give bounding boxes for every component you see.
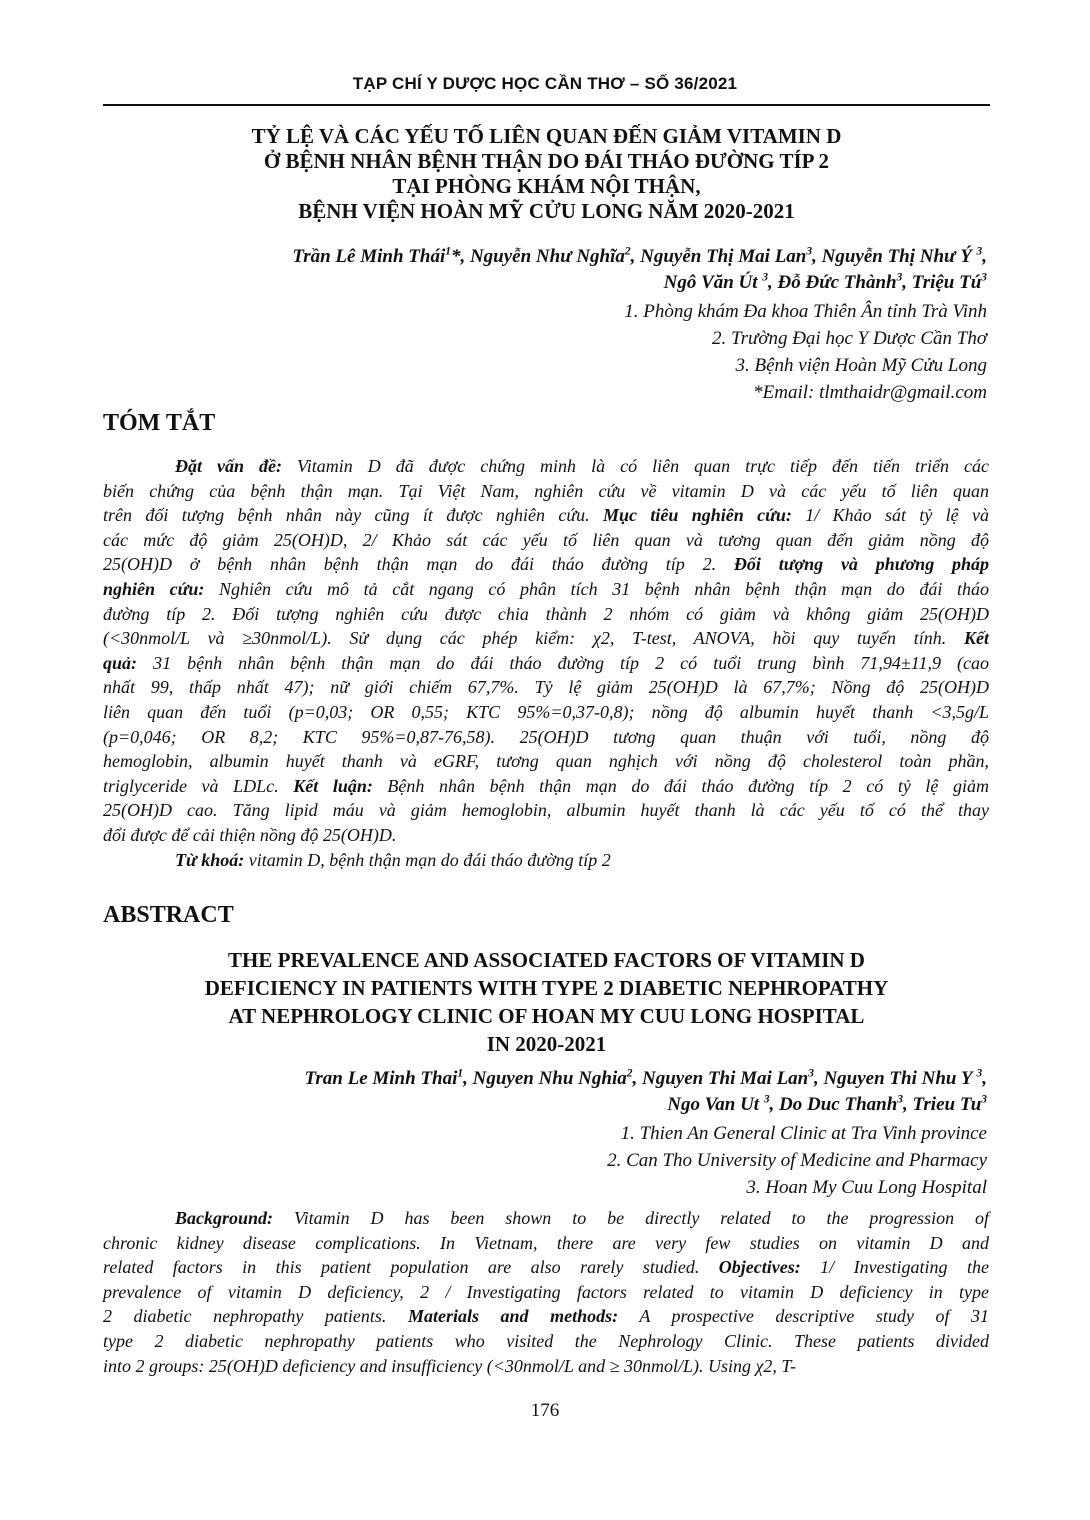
bold-text: Kết (964, 628, 989, 649)
superscript: 2 (624, 245, 631, 258)
text-segment: 31 bệnh nhân bệnh thận mạn do đái tháo đường típ 2 có tuổi trung bình 71,94±11,9 (cao (137, 652, 989, 673)
superscript: 3 (763, 1093, 770, 1106)
text-segment: Trần Lê Minh Thái (292, 246, 446, 267)
vi-title (103, 124, 990, 224)
author-line (292, 270, 987, 296)
en-affiliations (607, 1120, 987, 1201)
paragraph-line (103, 798, 989, 823)
text-segment: , Nguyen Thi Mai Lan (632, 1068, 809, 1089)
bold-text: Kết luận: (293, 775, 373, 796)
paragraph-line (103, 1206, 989, 1231)
text-segment: *, Nguyễn Như Nghĩa (450, 246, 625, 267)
text-segment: các mức độ giảm 25(OH)D, 2/ Khảo sát các yếu tố liên quan và tương quan đến giảm nồng độ (103, 529, 989, 550)
superscript: 3 (762, 271, 769, 284)
text-segment: Tran Le Minh Thai (304, 1068, 458, 1089)
superscript: 3 (808, 1067, 814, 1080)
paragraph-line (103, 675, 989, 700)
text-segment: triglyceride và LDLc. (103, 775, 294, 796)
bold-text: Đặt vấn đề: (175, 456, 283, 476)
superscript: 3 (981, 271, 987, 284)
text-segment: , Triệu Tú (902, 272, 982, 293)
bold-text: Objectives: (718, 1257, 801, 1278)
text-segment: nhất 99, thấp nhất 47); nữ giới chiếm 67,7%. Tỷ lệ giảm 25(OH)D là 67,7%; Nồng độ 25(OH)D (103, 677, 989, 698)
text-line: 3. Hoan My Cuu Long Hospital (746, 1177, 987, 1198)
text-line: Ở BỆNH NHÂN BỆNH THẬN DO ĐÁI THÁO ĐƯỜNG TÍP 2 (263, 149, 830, 173)
paragraph-line (103, 749, 989, 774)
paragraph-line (103, 1304, 989, 1329)
paragraph-line (103, 774, 989, 799)
author-line (304, 1092, 987, 1118)
author-line (292, 244, 987, 270)
text-segment: Vitamin D has been shown to be directly related to the progression of (273, 1208, 989, 1228)
paragraph-line (103, 626, 989, 651)
text-segment: Bệnh nhân bệnh thận mạn do đái tháo đường típ 2 có tỷ lệ giảm (372, 775, 989, 796)
text-segment: 1/ Khảo sát tỷ lệ và (791, 505, 990, 526)
text-line: 2. Trường Đại học Y Dược Cần Thơ (712, 328, 987, 349)
header-rule (103, 104, 990, 106)
paragraph-line (103, 577, 989, 602)
text-line: 2. Can Tho University of Medicine and Pharmacy (607, 1150, 987, 1171)
text-segment: prevalence of vitamin D deficiency, 2 / Investigating factors related to vitamin D deficiency in type (103, 1281, 989, 1302)
text-segment: , Nguyen Thi Nhu Y (813, 1068, 977, 1089)
bold-text: Mục tiêu nghiên cứu: (603, 505, 792, 526)
text-segment: đổi được để cải thiện nồng độ 25(OH)D. (103, 824, 397, 845)
text-segment: đường típ 2. Đối tượng nghiên cứu được chia thành 2 nhóm có giảm và không giảm 25(OH)D (103, 603, 989, 624)
text-segment: Nghiên cứu mô tả cắt ngang có phân tích 31 bệnh nhân bệnh thận mạn do đái tháo (204, 578, 989, 599)
text-segment: , Trieu Tu (903, 1094, 982, 1115)
superscript: 1 (457, 1067, 464, 1080)
text-segment: 2 diabetic nephropathy patients. (103, 1306, 408, 1327)
text-segment: trên đối tượng bệnh nhân này cũng ít được nghiên cứu. (103, 505, 604, 526)
vi-abstract (103, 454, 989, 872)
text-segment: , Nguyễn Thị Như Ý (812, 246, 977, 267)
text-line: TẠI PHÒNG KHÁM NỘI THẬN, (392, 174, 701, 198)
bold-text: Background: (175, 1208, 274, 1228)
text-line: TỶ LỆ VÀ CÁC YẾU TỐ LIÊN QUAN ĐẾN GIẢM VITAMIN D (251, 124, 842, 148)
superscript: 2 (626, 1067, 633, 1080)
text-line: *Email: tlmthaidr@gmail.com (753, 382, 987, 403)
paragraph-line (103, 602, 989, 627)
paragraph-line (103, 454, 989, 479)
paragraph-line (103, 1231, 989, 1256)
vi-affiliations (624, 298, 987, 406)
paragraph-line (103, 651, 989, 676)
paragraph-line (103, 700, 989, 725)
text-segment: chronic kidney disease complications. In Vietnam, there are very few studies on vitamin D and (103, 1232, 989, 1253)
text-segment: , Nguyễn Thị Mai Lan (630, 246, 807, 267)
paragraph-line (103, 848, 989, 873)
text-segment: into 2 groups: 25(OH)D deficiency and insufficiency (<30nmol/L and ≥ 30nmol/L). Using χ2, T- (103, 1355, 797, 1376)
text-segment: , (982, 246, 987, 267)
paragraph-line (103, 725, 989, 750)
text-segment: , Do Duc Thanh (769, 1094, 898, 1115)
text-segment: 25(OH)D ở bệnh nhân bệnh thận mạn do đái tháo đường típ 2. (103, 554, 734, 575)
text-segment: biến chứng của bệnh thận mạn. Tại Việt Nam, nghiên cứu về vitamin D và các yếu tố liên quan (103, 480, 989, 501)
paragraph-line (103, 1354, 989, 1379)
paragraph-line (103, 479, 989, 504)
paragraph-line (103, 823, 989, 848)
text-segment: (<30nmol/L và ≥30nmol/L). Sử dụng các phép kiểm: χ2, T-test, ANOVA, hồi quy tuyến tính. (103, 628, 964, 649)
bold-text: Từ khoá: (175, 849, 245, 870)
text-segment: 1/ Investigating the (800, 1257, 989, 1278)
text-segment: 25(OH)D cao. Tăng lipid máu và giảm hemoglobin, albumin huyết thanh là các yếu tố có thể thay (103, 800, 989, 821)
en-authors (304, 1066, 987, 1118)
superscript: 3 (976, 1067, 983, 1080)
text-line: 1. Phòng khám Đa khoa Thiên Ân tỉnh Trà Vinh (624, 301, 987, 322)
text-segment: vitamin D, bệnh thận mạn do đái tháo đường típ 2 (244, 849, 611, 870)
superscript: 3 (806, 245, 813, 258)
paragraph-line (103, 528, 989, 553)
bold-text: Đối tượng và phương pháp (733, 554, 990, 575)
text-line: DEFICIENCY IN PATIENTS WITH TYPE 2 DIABETIC NEPHROPATHY (204, 976, 889, 1000)
author-line (304, 1066, 987, 1092)
bold-text: Materials and methods: (407, 1306, 619, 1327)
superscript: 3 (981, 1093, 987, 1106)
paragraph-line (103, 503, 989, 528)
en-title (103, 946, 990, 1058)
text-segment: , (982, 1068, 987, 1089)
superscript: 1 (445, 245, 451, 258)
paragraph-line (103, 1280, 989, 1305)
text-segment: Ngô Văn Út (663, 272, 763, 293)
vi-section-heading: TÓM TẮT (103, 410, 216, 436)
text-segment: , Nguyen Nhu Nghia (463, 1068, 627, 1089)
text-line: BỆNH VIỆN HOÀN MỸ CỬU LONG NĂM 2020-2021 (298, 199, 795, 223)
text-segment: type 2 diabetic nephropathy patients who visited the Nephrology Clinic. These patients divided (103, 1330, 989, 1351)
text-segment: liên quan đến tuổi (p=0,03; OR 0,55; KTC 95%=0,37-0,8); nồng độ albumin huyết thanh <3,5g/L (103, 701, 989, 722)
en-abstract (103, 1206, 989, 1378)
vi-authors (292, 244, 987, 296)
bold-text: quả: (103, 652, 138, 673)
text-segment: hemoglobin, albumin huyết thanh và eGRF, tương quan nghịch với nồng độ cholesterol toàn phần, (103, 751, 989, 772)
superscript: 3 (897, 1093, 903, 1106)
text-segment: related factors in this patient population are also rarely studied. (103, 1257, 719, 1278)
bold-text: nghiên cứu: (103, 578, 205, 599)
superscript: 3 (976, 245, 983, 258)
text-line: AT NEPHROLOGY CLINIC OF HOAN MY CUU LONG HOSPITAL (228, 1004, 865, 1028)
text-line: IN 2020-2021 (486, 1032, 607, 1056)
text-line: 3. Bệnh viện Hoàn Mỹ Cửu Long (735, 355, 987, 376)
text-line: THE PREVALENCE AND ASSOCIATED FACTORS OF VITAMIN D (228, 948, 865, 972)
text-line: 1. Thien An General Clinic at Tra Vinh province (620, 1123, 987, 1144)
paragraph-line (103, 1255, 989, 1280)
journal-header: TẠP CHÍ Y DƯỢC HỌC CẦN THƠ – SỐ 36/2021 (352, 74, 738, 93)
superscript: 3 (896, 271, 903, 284)
paragraph-line (103, 1329, 989, 1354)
en-section-heading: ABSTRACT (103, 902, 234, 928)
text-segment: Ngo Van Ut (667, 1094, 764, 1115)
text-segment: Vitamin D đã được chứng minh là có liên quan trực tiếp đến tiến triển các (282, 456, 989, 476)
text-segment: , Đỗ Đức Thành (768, 272, 897, 293)
page-number: 176 (530, 1400, 560, 1421)
paragraph-line (103, 552, 989, 577)
text-segment: (p=0,046; OR 8,2; KTC 95%=0,87-76,58). 25(OH)D tương quan thuận với tuổi, nồng độ (103, 726, 989, 747)
text-segment: A prospective descriptive study of 31 (618, 1306, 989, 1327)
